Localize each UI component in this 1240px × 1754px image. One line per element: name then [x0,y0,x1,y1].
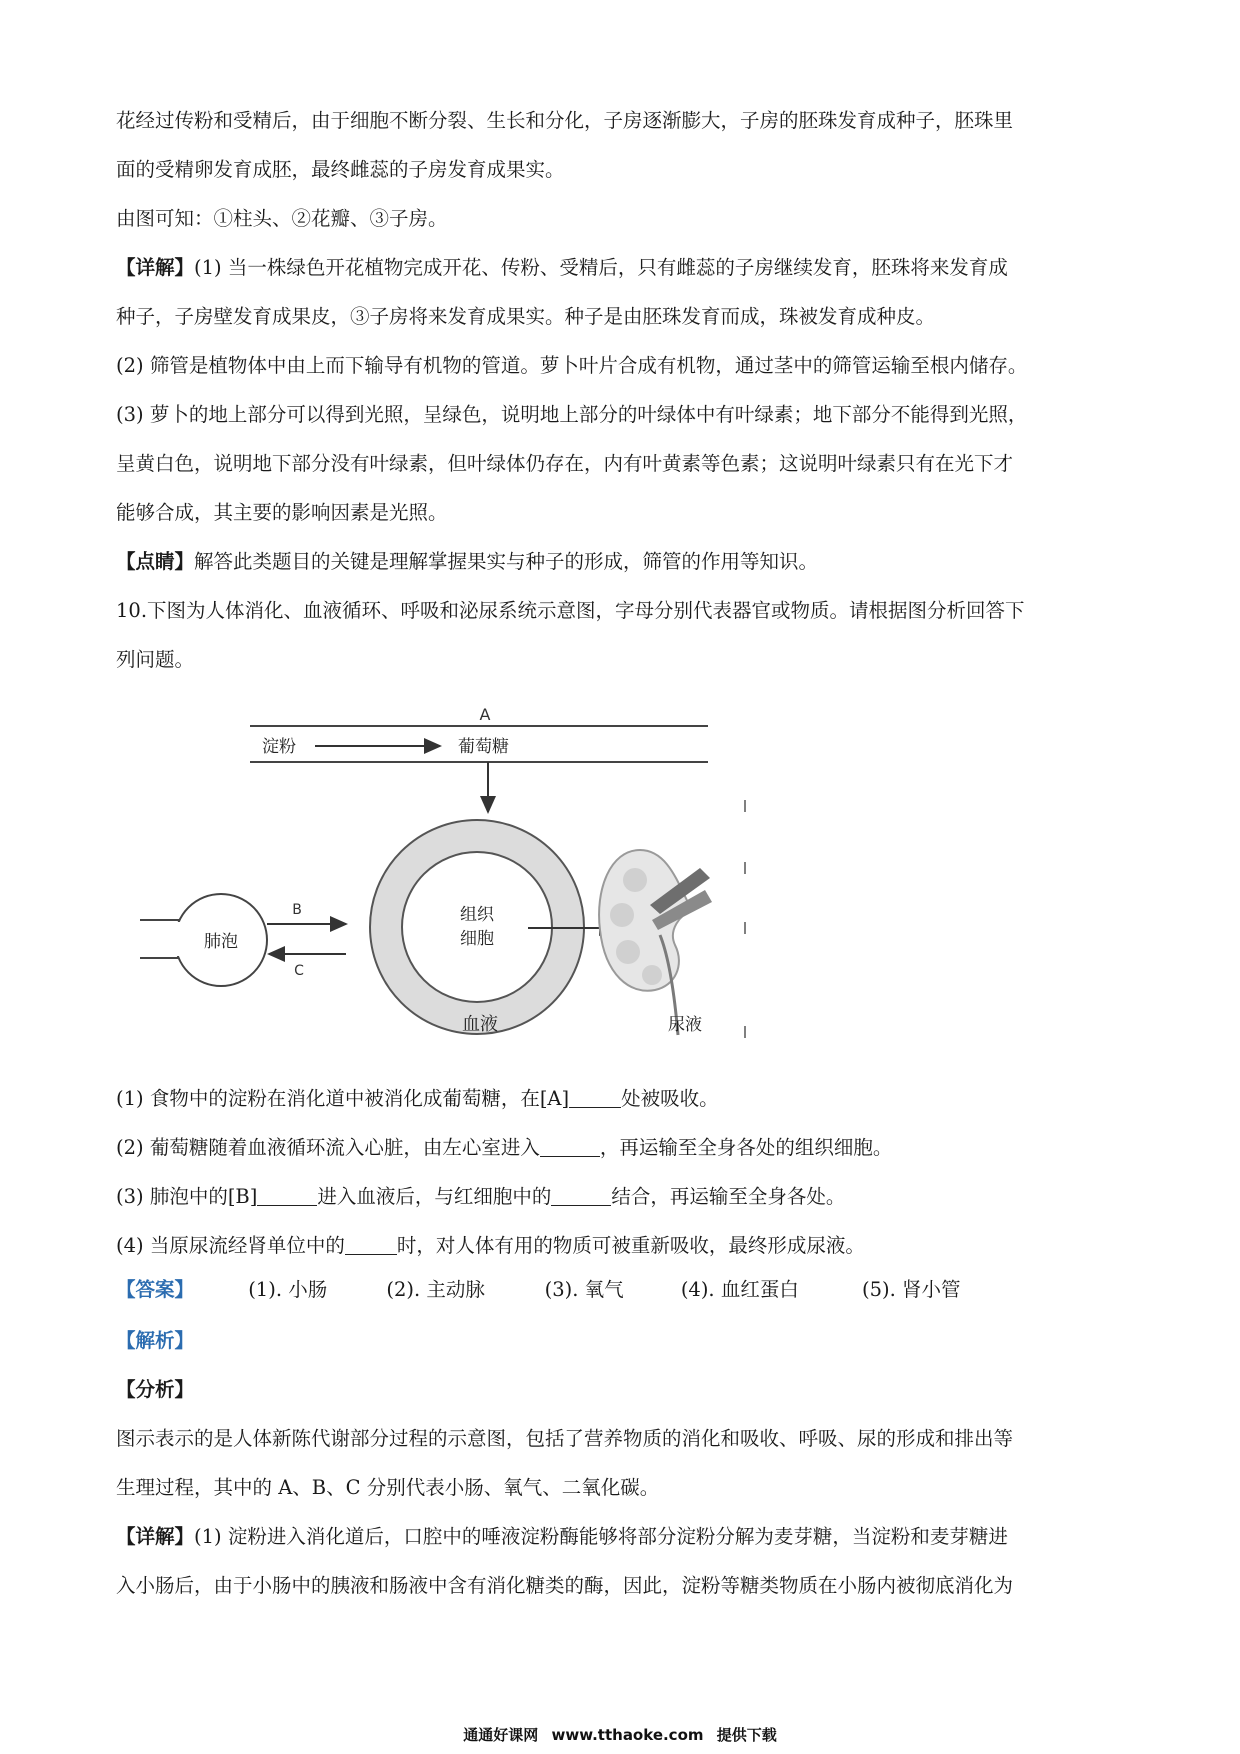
footer-url[interactable]: www.tthaoke.com [551,1726,704,1744]
footer-suffix: 提供下载 [716,1726,777,1744]
paragraph-line: 由图可知：①柱头、②花瓣、③子房。 [116,207,448,230]
paragraph-text: (1) 淀粉进入消化道后，口腔中的唾液淀粉酶能够将部分淀粉分解为麦芽糖，当淀粉和麦芽糖进 [194,1525,1008,1548]
label-A: A [479,705,491,724]
paragraph-line: 花经过传粉和受精后，由于细胞不断分裂、生长和分化，子房逐渐膨大，子房的胚珠发育成种子，胚珠里 [116,109,1014,132]
tissue-label-2: 细胞 [460,929,494,949]
alveolus-label: 肺泡 [204,932,238,952]
answer-blank [345,1235,397,1256]
question-text: 时，对人体有用的物质可被重新吸收，最终形成尿液。 [396,1234,865,1257]
question-2 [116,1123,1126,1172]
paragraph-text: (1) 当一株绿色开花植物完成开花、传粉、受精后，只有雌蕊的子房继续发育，胚珠将来发育成 [194,256,1008,279]
footer-site-name: 通通好课网 [463,1726,539,1744]
urine-label: 尿液 [668,1015,702,1035]
page-footer [0,1724,1240,1745]
paragraph-line: 能够合成，其主要的影响因素是光照。 [116,501,448,524]
paragraph-line: 呈黄白色，说明地下部分没有叶绿素，但叶绿体仍存在，内有叶黄素等色素；这说明叶绿素只有在光下才 [116,452,1014,475]
note-tag: 【点睛】 [116,550,195,573]
answer-blank [257,1186,317,1207]
glucose-label: 葡萄糖 [458,737,509,757]
detail-tag: 【详解】 [116,1525,195,1548]
question-title: 列问题。 [116,648,195,671]
answer-blank [551,1186,611,1207]
detail-paragraph [116,243,1126,292]
question-text: 处被吸收。 [621,1087,719,1110]
paragraph-line: 生理过程，其中的 A、B、C 分别代表小肠、氧气、二氧化碳。 [116,1476,660,1499]
question-text: (2) 葡萄糖随着血液循环流入心脏，由左心室进入 [116,1136,540,1159]
fenxi-tag: 【分析】 [116,1378,195,1401]
answer-item: (1). 小肠 [248,1278,328,1301]
answer-blank [540,1137,600,1158]
paragraph-line: 面的受精卵发育成胚，最终雌蕊的子房发育成果实。 [116,158,565,181]
paragraph-text: 解答此类题目的关键是理解掌握果实与种子的形成，筛管的作用等知识。 [194,550,819,573]
answer-item: (2). 主动脉 [386,1278,485,1301]
tissue-label-1: 组织 [460,905,494,925]
starch-label: 淀粉 [262,737,296,757]
kidney-illustration [599,850,712,1035]
answer-item: (3). 氧气 [544,1278,624,1301]
question-4 [116,1221,1126,1270]
answer-item: (4). 血红蛋白 [680,1278,799,1301]
airway-gap [174,922,184,956]
question-title: 10.下图为人体消化、血液循环、呼吸和泌尿系统示意图，字母分别代表器官或物质。请根据图分析回答下 [116,599,1025,622]
question-3 [116,1172,1126,1221]
paragraph-line: (2) 筛管是植物体中由上而下输导有机物的管道。萝卜叶片合成有机物，通过茎中的筛管运输至根内储存。 [116,354,1028,377]
question-text: (3) 肺泡中的[B] [116,1185,258,1208]
blood-label: 血液 [462,1014,498,1035]
paragraph-line: 种子，子房壁发育成果皮，③子房将来发育成果实。种子是由胚珠发育而成，珠被发育成种皮。 [116,305,936,328]
note-paragraph [116,537,1126,586]
paragraph-line: (3) 萝卜的地上部分可以得到光照，呈绿色，说明地上部分的叶绿体中有叶绿素；地下部分不能得到光照， [116,403,1028,426]
question-1 [116,1074,1126,1123]
answer-tag: 【答案】 [116,1278,195,1301]
question-text: ，再运输至全身各处的组织细胞。 [599,1136,893,1159]
answer-item: (5). 肾小管 [862,1278,961,1301]
question-text: 进入血液后，与红细胞中的 [317,1185,552,1208]
question-text: (1) 食物中的淀粉在消化道中被消化成葡萄糖，在[A] [116,1087,570,1110]
paragraph-line: 图示表示的是人体新陈代谢部分过程的示意图，包括了营养物质的消化和吸收、呼吸、尿的形成和排出等 [116,1427,1014,1450]
answer-blank [569,1088,621,1109]
question-text: (4) 当原尿流经肾单位中的 [116,1234,345,1257]
label-C: C [294,963,304,979]
detail-paragraph-2 [116,1512,1126,1561]
analysis-tag: 【解析】 [116,1329,195,1352]
label-B: B [292,902,302,918]
detail-tag: 【详解】 [116,256,195,279]
metabolism-diagram [140,700,860,1060]
answer-row [116,1270,961,1310]
question-text: 结合，再运输至全身各处。 [611,1185,846,1208]
paragraph-line: 入小肠后，由于小肠中的胰液和肠液中含有消化糖类的酶，因此，淀粉等糖类物质在小肠内被彻底消化为 [116,1574,1014,1597]
